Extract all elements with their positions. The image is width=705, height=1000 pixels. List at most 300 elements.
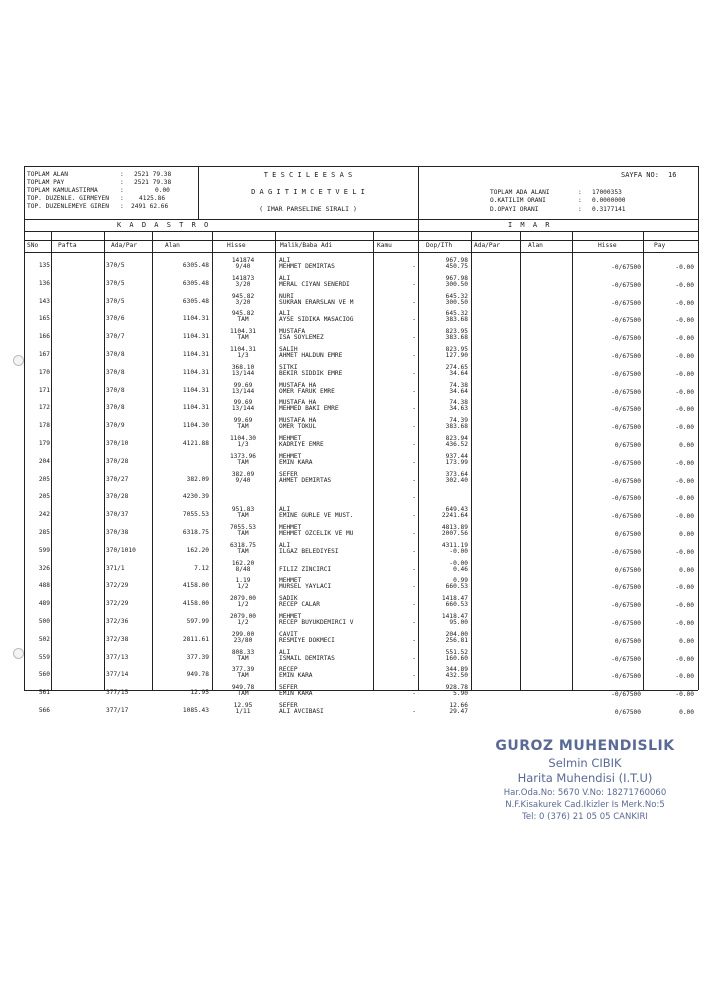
cell-pay: -0.00	[675, 388, 694, 396]
page-number-label: SAYFA NO:	[621, 171, 659, 179]
cell-malik-prev: MUSTAFA HA	[279, 381, 317, 389]
cell-kamu: -	[412, 494, 416, 502]
cell-hisse: 1/3	[237, 352, 249, 359]
cell-dop: 660.53	[445, 601, 468, 609]
cell-imar-hisse: -0/67500	[611, 673, 641, 681]
cell-malik-prev: MUSTAFA HA	[279, 417, 317, 425]
cell-imar-hisse: 0/67500	[614, 637, 641, 645]
cell-dop: 2007.56	[441, 530, 468, 537]
cell-kamu: -	[412, 298, 416, 306]
cell-pay: -0.00	[675, 602, 694, 610]
cell-dop-prev: 967.98	[445, 257, 468, 264]
col-divider	[643, 231, 644, 690]
cell-imar-hisse: -0/67500	[611, 602, 641, 610]
cell-sno: 171	[38, 386, 50, 394]
cell-kamu: -	[412, 280, 416, 288]
cell-hisse: TAM	[237, 530, 249, 537]
cell-alan: 1104.31	[182, 333, 209, 341]
cell-kamu: -	[412, 263, 416, 270]
cell-sno: 502	[38, 635, 50, 643]
cell-ada-par: 370/6	[106, 315, 125, 323]
cell-malik-prev: MEHMET	[279, 452, 302, 460]
cell-imar-hisse: -0/67500	[611, 620, 641, 627]
cell-kamu: -	[412, 316, 416, 324]
cell-malik-prev: ALI	[279, 648, 291, 656]
cell-hisse-prev: 945.82	[231, 310, 255, 318]
header-imar-alan: Alan	[528, 242, 543, 249]
stamp-name: Selmin CIBIK	[548, 756, 622, 770]
cell-hisse-prev: 1.19	[235, 577, 251, 585]
cell-dop-prev: 649.43	[445, 506, 468, 514]
cell-kamu: -	[412, 423, 416, 431]
cell-kamu: -	[412, 619, 416, 626]
cell-malik: MEHMET DEMIRTAS	[279, 263, 335, 270]
cell-ada-par: 370/8	[106, 404, 125, 412]
stamp-phone: Tel: 0 (376) 21 05 05 CANKIRI	[522, 812, 648, 822]
cell-pay: -0.00	[675, 673, 694, 681]
cell-hisse: 3/20	[235, 280, 251, 288]
summary-sep: :	[120, 187, 124, 194]
cell-malik: OMER FARUK EMRE	[279, 387, 335, 395]
cell-malik-prev: ALI	[279, 310, 291, 318]
cell-ada-par: 371/1	[106, 564, 125, 572]
cell-kamu: -	[412, 387, 416, 395]
punch-hole-top	[13, 355, 24, 366]
cell-sno: 204	[38, 457, 50, 465]
cell-pay: -0.00	[675, 691, 694, 699]
cell-malik: FILIZ ZINCIRCI	[279, 565, 332, 573]
cell-pay: 0.00	[679, 531, 694, 538]
cell-hisse: 13/144	[231, 405, 255, 413]
summary-value: 4125.86	[139, 195, 166, 202]
cell-malik: RESMIYE DOKMECI	[279, 636, 335, 644]
cell-malik: MERAL CIYAN SENERDI	[279, 280, 350, 288]
cell-hisse: TAM	[237, 654, 249, 662]
cell-malik: EMIN KARA	[279, 690, 313, 698]
cell-kamu: -	[412, 530, 416, 537]
header-alan: Alan	[165, 242, 180, 249]
cell-sno: 500	[38, 618, 50, 625]
cell-pay: -0.00	[675, 353, 694, 360]
stamp-registration: Har.Oda.No: 5670 V.No: 18271760060	[503, 788, 667, 798]
cell-dop-prev: 373.64	[445, 470, 468, 478]
cell-hisse: 1/11	[235, 708, 251, 715]
cell-sno: 242	[38, 511, 50, 519]
cell-dop: 0.46	[453, 565, 468, 573]
cell-hisse-prev: 2079.00	[229, 613, 257, 620]
cell-hisse: 1/2	[237, 583, 249, 591]
cell-hisse: TAM	[237, 672, 249, 680]
cell-malik-prev: CAVIT	[279, 630, 298, 638]
cell-dop-prev: 4311.19	[441, 541, 468, 549]
cell-malik: OMER TOKUL	[279, 423, 317, 431]
cell-hisse-prev: 808.33	[231, 648, 255, 656]
cell-pay: -0.00	[675, 317, 694, 325]
cell-malik-prev: SITKI	[279, 363, 298, 371]
summary-right-value: 0.3177141	[592, 206, 626, 213]
summary-right-label: O.KATILIM ORANI	[490, 197, 546, 204]
cell-dop: 127.90	[445, 352, 468, 359]
cell-malik-prev: MUSTAFA HA	[279, 399, 317, 407]
cell-imar-hisse: -0/67500	[611, 655, 641, 663]
cell-alan: 2811.61	[182, 635, 209, 643]
cell-alan: 1104.30	[182, 422, 209, 430]
cell-dop-prev: 12.66	[449, 702, 468, 709]
col-divider	[104, 231, 105, 690]
col-divider	[51, 231, 52, 690]
cell-hisse-prev: 368.10	[231, 363, 255, 371]
cell-sno: 143	[38, 297, 50, 305]
col-divider	[275, 231, 276, 690]
cell-alan: 1104.31	[182, 368, 209, 376]
cell-sno: 166	[38, 333, 50, 341]
cell-dop-prev: 1418.47	[441, 595, 468, 603]
cell-alan: 1104.31	[182, 404, 209, 412]
cell-hisse: TAM	[237, 423, 249, 431]
cell-dop: 34.63	[449, 405, 468, 413]
kadastro-section-title: K A D A S T R O	[117, 221, 211, 229]
summary-sep: :	[120, 203, 124, 210]
cell-dop: 432.50	[445, 672, 468, 680]
cell-ada-par: 370/8	[106, 386, 125, 394]
summary-sep: :	[120, 179, 124, 186]
cell-pay: -0.00	[675, 655, 694, 663]
cell-ada-par: 370/5	[106, 297, 125, 305]
cell-sno: 205	[38, 493, 50, 501]
cell-pay: -0.00	[675, 584, 694, 592]
title-line-1: T E S C I L E E S A S	[263, 171, 353, 179]
cell-pay: -0.00	[675, 424, 694, 432]
summary-right-value: 17000353	[592, 189, 622, 196]
cell-dop-prev: 74.38	[449, 381, 468, 389]
cell-malik-prev: MUSTAFA	[279, 328, 306, 336]
frame-header-top-line	[24, 231, 698, 232]
cell-hisse-prev: 99.69	[233, 417, 253, 425]
cell-imar-hisse: 0/67500	[614, 566, 641, 574]
cell-hisse-prev: 162.20	[231, 559, 255, 567]
cell-dop-prev: 344.89	[445, 666, 468, 674]
cell-ada-par: 370/1010	[106, 546, 136, 554]
cell-malik: AHMET HALDUN EMRE	[279, 352, 343, 359]
header-hisse: Hisse	[227, 242, 246, 249]
cell-ada-par: 372/29	[106, 582, 129, 590]
cell-malik: ISMAIL DEMIRTAS	[279, 654, 335, 662]
cell-hisse-prev: 377.39	[231, 666, 255, 674]
cell-sno: 488	[38, 582, 50, 590]
cell-imar-hisse: -0/67500	[611, 317, 641, 325]
cell-sno: 172	[38, 404, 50, 412]
cell-hisse-prev: 382.09	[231, 470, 255, 478]
cell-alan: 162.20	[186, 546, 209, 554]
cell-malik: SUKRAN ERARSLAN VE M	[279, 298, 354, 306]
cell-kamu: -	[412, 672, 416, 680]
summary-value: 2491 62.66	[131, 203, 169, 210]
title-line-3: ( IMAR PARSELINE SIRALI )	[259, 205, 357, 213]
cell-kamu: -	[412, 690, 416, 698]
cell-hisse-prev: 12.95	[233, 702, 253, 709]
cell-hisse-prev: 141874	[231, 257, 255, 264]
cell-pay: -0.00	[675, 548, 694, 556]
cell-imar-hisse: -0/67500	[611, 406, 641, 414]
cell-kamu: -	[412, 352, 416, 359]
summary-sep: :	[578, 189, 582, 196]
stamp-address: N.F.Kisakurek Cad.Ikizler Is Merk.No:5	[505, 800, 665, 810]
cell-kamu: -	[412, 458, 416, 466]
summary-value: 2521 79.38	[134, 171, 172, 178]
cell-sno: 561	[38, 689, 50, 697]
cell-pay: -0.00	[675, 281, 694, 289]
cell-malik-prev: MEHMET	[279, 613, 302, 620]
cell-malik-prev: MEHMET	[279, 435, 302, 442]
cell-pay: 0.00	[679, 637, 694, 645]
cell-hisse-prev: 7055.53	[229, 524, 257, 531]
cell-dop-prev: 74.39	[449, 417, 468, 425]
cell-imar-hisse: -0/67500	[611, 370, 641, 378]
cell-hisse-prev: 2079.00	[229, 595, 257, 603]
cell-alan: 6305.48	[182, 279, 209, 287]
cell-ada-par: 370/5	[106, 279, 125, 287]
cell-dop-prev: 0.99	[453, 577, 468, 585]
cell-dop-prev: 937.44	[445, 452, 468, 460]
summary-label: TOP. DUZENLE. GIRMEYEN	[27, 195, 109, 202]
cell-alan: 4230.39	[182, 493, 209, 501]
cell-ada-par: 370/5	[106, 262, 125, 269]
header-malik: Malik/Baba Adi	[280, 242, 333, 249]
frame-right-line	[698, 166, 699, 690]
header-imar-ada-par: Ada/Par	[474, 242, 501, 249]
cell-imar-hisse: -0/67500	[611, 495, 641, 503]
cell-pay: -0.00	[675, 299, 694, 307]
cell-sno: 285	[38, 529, 50, 536]
stamp-company: GUROZ MUHENDISLIK	[495, 738, 675, 754]
cell-ada-par: 377/15	[106, 689, 129, 697]
cell-sno: 136	[38, 279, 50, 287]
cell-pay: -0.00	[675, 495, 694, 503]
cell-dop: 300.50	[445, 280, 468, 288]
cell-imar-hisse: -0/67500	[611, 335, 641, 343]
cell-malik: MEHMED BAKI EMRE	[279, 405, 339, 413]
cell-dop-prev: 645.32	[445, 310, 468, 318]
cell-hisse: 13/144	[231, 387, 255, 395]
cell-ada-par: 372/29	[106, 600, 129, 608]
cell-pay: 0.00	[679, 566, 694, 574]
cell-dop-prev: 74.38	[449, 399, 468, 407]
cell-hisse-prev: 141873	[231, 274, 255, 282]
cell-kamu: -	[412, 476, 416, 484]
cell-hisse: 9/40	[235, 263, 251, 270]
cell-sno: 167	[38, 351, 50, 358]
cell-ada-par: 377/13	[106, 653, 129, 661]
cell-hisse: 9/40	[235, 476, 251, 484]
cell-kamu: -	[412, 708, 416, 715]
cell-malik: ALI AVCIBASI	[279, 708, 324, 715]
cell-malik-prev: RECEP	[279, 666, 298, 674]
cell-hisse: 1/2	[237, 601, 249, 609]
cell-sno: 165	[38, 315, 50, 323]
cell-dop: 95.00	[449, 619, 468, 626]
cell-pay: -0.00	[675, 406, 694, 414]
cell-ada-par: 370/37	[106, 511, 129, 519]
cell-dop: 300.50	[445, 298, 468, 306]
summary-value: 0.00	[155, 187, 170, 194]
cell-hisse-prev: 6318.75	[229, 541, 257, 549]
summary-value: 2521 79.38	[134, 179, 172, 186]
cell-hisse-prev: 949.78	[231, 684, 255, 692]
cell-ada-par: 377/14	[106, 671, 129, 679]
frame-body-line	[24, 252, 698, 253]
cell-malik-prev: ALI	[279, 506, 291, 514]
cell-ada-par: 370/9	[106, 422, 125, 430]
cell-hisse: 1/3	[237, 441, 249, 448]
summary-sep: :	[120, 195, 124, 202]
cell-imar-hisse: -0/67500	[611, 353, 641, 360]
cell-malik-prev: SEFER	[279, 684, 298, 692]
cell-dop: 436.52	[445, 441, 468, 448]
title-box-right-line	[418, 166, 419, 219]
cell-hisse-prev: 1104.31	[229, 346, 257, 353]
cell-ada-par: 370/27	[106, 475, 129, 483]
cell-malik-prev: MEHMET	[279, 577, 302, 585]
summary-label: TOPLAM ALAN	[27, 171, 68, 178]
cell-hisse: TAM	[237, 316, 249, 324]
cell-hisse: TAM	[237, 547, 249, 555]
page-number: 16	[668, 171, 677, 179]
cell-hisse-prev: 945.82	[231, 292, 255, 300]
cell-dop: 173.99	[445, 458, 468, 466]
cell-ada-par: 372/38	[106, 635, 129, 643]
cell-malik-prev: ALI	[279, 541, 291, 549]
cell-dop-prev: 823.94	[445, 435, 468, 442]
header-pafta: Pafta	[58, 242, 77, 249]
cell-alan: 377.39	[186, 653, 209, 661]
cell-alan: 949.78	[186, 671, 209, 679]
cell-dop: 383.68	[445, 316, 468, 324]
cell-sno: 178	[38, 422, 50, 430]
cell-sno: 559	[38, 653, 50, 661]
cell-malik-prev: SEFER	[279, 702, 298, 709]
cell-alan: 7055.53	[182, 511, 209, 519]
cell-malik-prev: MEHMET	[279, 524, 302, 531]
frame-top-line	[24, 166, 698, 167]
cell-alan: 382.09	[186, 475, 209, 483]
summary-label: TOPLAM PAY	[27, 179, 65, 186]
frame-header-line	[24, 240, 698, 241]
summary-sep: :	[120, 171, 124, 178]
cell-ada-par: 370/8	[106, 351, 125, 358]
cell-pay: -0.00	[675, 513, 694, 521]
cell-hisse-prev: 1373.96	[229, 452, 257, 460]
cell-sno: 205	[38, 475, 50, 483]
cell-malik: EMIN KARA	[279, 672, 313, 680]
cell-malik: BEKIR SIDDIK EMRE	[279, 369, 343, 377]
cell-pay: 0.00	[679, 442, 694, 449]
cell-dop-prev: 645.32	[445, 292, 468, 300]
cell-hisse: 13/144	[231, 369, 255, 377]
cell-ada-par: 372/36	[106, 618, 129, 625]
cell-kamu: -	[412, 334, 416, 342]
cell-hisse-prev: 99.69	[233, 381, 253, 389]
header-kamu: Kamu	[377, 242, 392, 249]
header-dop: Dop/ITh	[426, 242, 453, 249]
punch-hole-bottom	[13, 648, 24, 659]
cell-hisse: TAM	[237, 458, 249, 466]
cell-alan: 597.99	[186, 618, 209, 625]
cell-dop: 383.68	[445, 423, 468, 431]
cell-imar-hisse: -0/67500	[611, 477, 641, 485]
cell-hisse-prev: 1104.30	[229, 435, 257, 442]
header-sno: SNo	[27, 242, 39, 249]
cell-alan: 7.12	[194, 564, 209, 572]
cell-alan: 6318.75	[182, 529, 209, 536]
cell-kamu: -	[412, 441, 416, 448]
summary-label: TOPLAM KAMULASTIRMA	[27, 187, 98, 194]
cell-ada-par: 370/10	[106, 440, 129, 447]
cell-alan: 6305.48	[182, 297, 209, 305]
cell-dop: 5.90	[453, 690, 468, 698]
cell-sno: 489	[38, 600, 50, 608]
cell-pay: -0.00	[675, 459, 694, 467]
cell-imar-hisse: 0/67500	[614, 531, 641, 538]
cell-dop: -0.00	[449, 547, 468, 555]
title-line-2: D A G I T I M C E T V E L I	[251, 188, 365, 196]
cell-malik: MEHMET OZCELIK VE MU	[279, 530, 354, 537]
cell-malik: MURSEL YAYLACI	[279, 583, 332, 591]
cell-alan: 4158.00	[182, 582, 209, 590]
cell-alan: 1104.31	[182, 351, 209, 358]
cell-kamu: -	[412, 547, 416, 555]
stamp-title: Harita Muhendisi (I.T.U)	[517, 771, 653, 785]
cell-dop: 160.60	[445, 654, 468, 662]
summary-sep: :	[578, 206, 582, 213]
cell-hisse: 1/2	[237, 619, 249, 626]
cell-malik-prev: NURI	[279, 292, 294, 300]
summary-label: TOP. DUZENLEMEYE GIREN	[27, 203, 109, 210]
col-divider	[520, 231, 521, 690]
cell-dop-prev: 1418.47	[441, 613, 468, 620]
cell-malik-prev: SALIH	[279, 346, 298, 353]
cell-dop: 34.64	[449, 369, 468, 377]
cell-dop: 450.75	[445, 263, 468, 270]
cell-malik: KADRIYE EMRE	[279, 441, 324, 448]
cell-ada-par: 370/38	[106, 529, 129, 536]
cell-hisse-prev: 951.83	[231, 506, 255, 514]
cell-kamu: -	[412, 601, 416, 609]
cell-sno: 326	[38, 564, 50, 572]
cell-hisse: 8/48	[235, 565, 251, 573]
cell-hisse: TAM	[237, 334, 249, 342]
cell-malik: EMINE GURLE VE MUST.	[279, 512, 354, 520]
header-pay: Pay	[654, 242, 666, 249]
cell-sno: 170	[38, 368, 50, 376]
cell-pay: -0.00	[675, 620, 694, 627]
cell-pay: -0.00	[675, 264, 694, 271]
cell-dop: 2241.64	[441, 512, 468, 520]
cell-kamu: -	[412, 583, 416, 591]
cell-dop-prev: -0.00	[449, 559, 468, 567]
cell-dop: 383.68	[445, 334, 468, 342]
cell-dop-prev: 928.78	[445, 684, 468, 692]
cell-imar-hisse: -0/67500	[611, 281, 641, 289]
cell-hisse: 23/80	[233, 636, 253, 644]
kadastro-imar-divider	[418, 219, 419, 690]
cell-malik: ILGAZ BELEDIYESI	[279, 547, 339, 555]
cell-dop: 660.53	[445, 583, 468, 591]
cell-ada-par: 370/28	[106, 493, 129, 501]
frame-section-line	[24, 219, 698, 220]
cell-dop-prev: 551.52	[445, 648, 468, 656]
cell-ada-par: 370/28	[106, 457, 129, 465]
cell-malik: AYSE SIDIKA MASACIOG	[279, 316, 354, 324]
